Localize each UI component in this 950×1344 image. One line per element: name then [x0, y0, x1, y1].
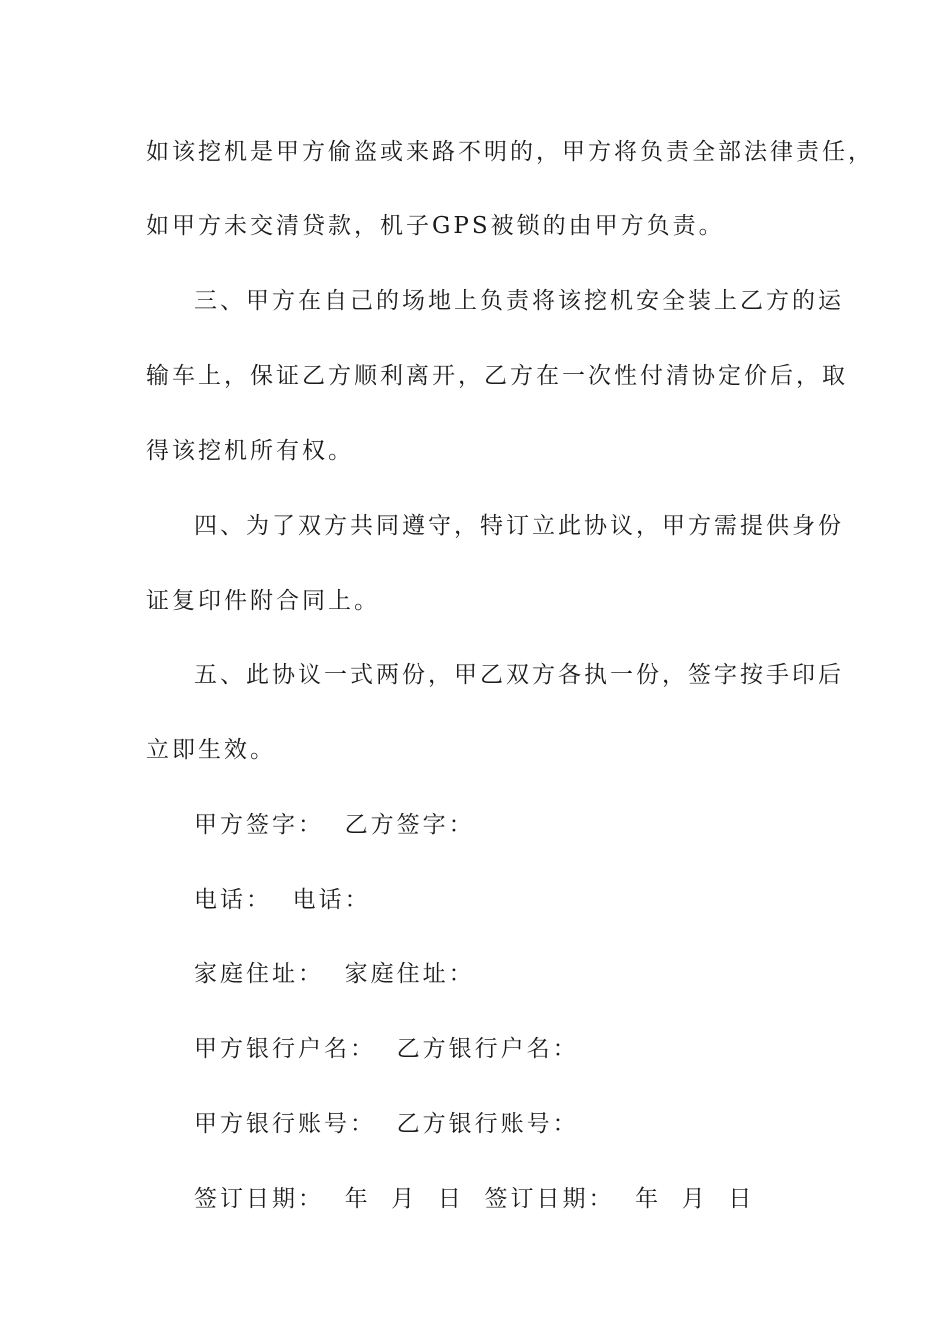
- signing-date-line: 签订日期： 年 月 日 签订日期： 年 月 日: [194, 1186, 755, 1212]
- bank-account-name-line: 甲方银行户名： 乙方银行户名：: [194, 1036, 579, 1062]
- paragraph-line-gps: 如甲方未交清贷款，机子GPS被锁的由甲方负责。: [146, 213, 725, 239]
- bank-account-number-line: 甲方银行账号： 乙方银行账号：: [194, 1111, 579, 1137]
- clause-four-line-1: 四、为了双方共同遵守，特订立此协议，甲方需提供身份: [194, 513, 844, 539]
- paragraph-line-liability: 如该挖机是甲方偷盗或来路不明的，甲方将负责全部法律责任，: [146, 139, 874, 165]
- clause-five-line-1: 五、此协议一式两份，甲乙双方各执一份，签字按手印后: [194, 662, 844, 688]
- clause-three-line-3: 得该挖机所有权。: [146, 438, 354, 464]
- clause-three-line-2: 输车上，保证乙方顺利离开，乙方在一次性付清协定价后，取: [146, 363, 848, 389]
- phone-field-line: 电话： 电话：: [194, 887, 371, 913]
- clause-four-line-2: 证复印件附合同上。: [146, 588, 380, 614]
- clause-three-line-1: 三、甲方在自己的场地上负责将该挖机安全装上乙方的运: [194, 288, 844, 314]
- address-field-line: 家庭住址： 家庭住址：: [194, 961, 475, 987]
- signature-field-line: 甲方签字： 乙方签字：: [194, 812, 475, 838]
- clause-five-line-2: 立即生效。: [146, 737, 276, 763]
